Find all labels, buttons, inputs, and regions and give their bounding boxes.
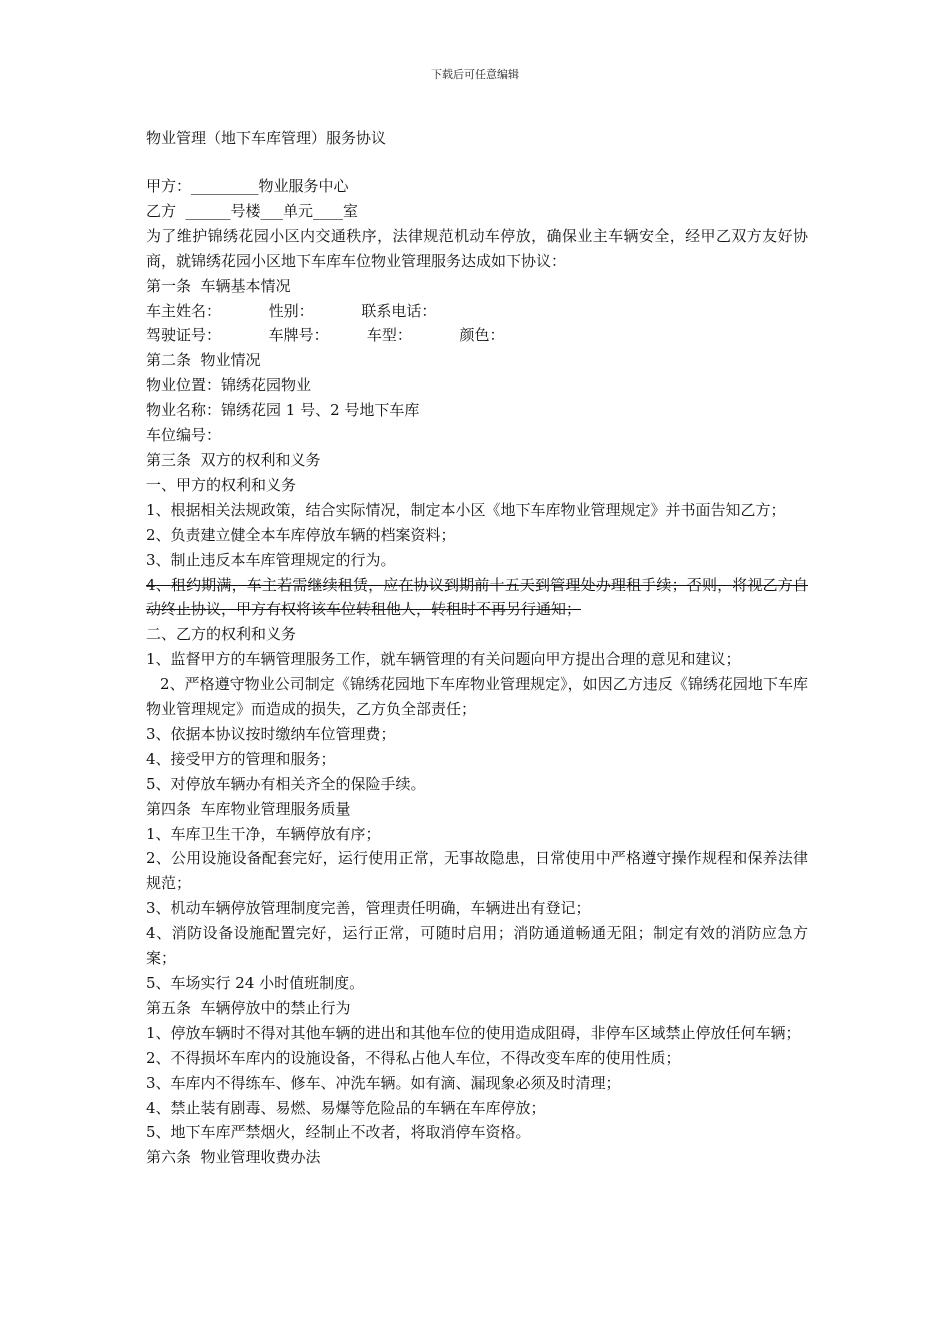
owner-info-line: 车主姓名： 性别： 联系电话： xyxy=(146,301,437,320)
quality-item-4: 4、消防设备设施配置完好，运行正常，可随时启用；消防通道畅通无阻；制定有效的消防应急方案； xyxy=(146,924,808,968)
article-4-heading: 第四条 车库物业管理服务质量 xyxy=(146,799,351,818)
party-a-item-1: 1、根据相关法规政策，结合实际情况，制定本小区《地下车库物业管理规定》并书面告知乙方； xyxy=(146,500,786,519)
party-b-item-3: 3、依据本协议按时缴纳车位管理费； xyxy=(146,724,396,743)
article-5-heading: 第五条 车辆停放中的禁止行为 xyxy=(146,998,351,1017)
party-a-item-3: 3、制止违反本车库管理规定的行为。 xyxy=(146,550,396,569)
preamble-paragraph: 为了维护锦绣花园小区内交通秩序，法律规范机动车停放，确保业主车辆安全，经甲乙双方友好协商，就锦绣花园小区地下车库车位物业管理服务达成如下协议： xyxy=(146,226,808,270)
section-party-b-heading: 二、乙方的权利和义务 xyxy=(146,625,297,644)
party-a-line: 甲方：_________物业服务中心 xyxy=(146,177,349,195)
article-6-heading: 第六条 物业管理收费办法 xyxy=(146,1148,321,1167)
article-3-heading: 第三条 双方的权利和义务 xyxy=(146,450,321,469)
party-b-item-5: 5、对停放车辆办有相关齐全的保险手续。 xyxy=(146,774,426,793)
vehicle-info-line: 驾驶证号： 车牌号： 车型： 颜色： xyxy=(146,326,505,345)
article-2-heading: 第二条 物业情况 xyxy=(146,351,261,370)
prohibition-item-4: 4、禁止装有剧毒、易燃、易爆等危险品的车辆在车库停放； xyxy=(146,1098,546,1117)
prohibition-item-5: 5、地下车库严禁烟火，经制止不改者，将取消停车资格。 xyxy=(146,1123,531,1142)
document-title: 物业管理（地下车库管理）服务协议 xyxy=(146,129,387,147)
article-1-heading: 第一条 车辆基本情况 xyxy=(146,276,291,295)
property-name-line: 物业名称：锦绣花园 1 号、2 号地下车库 xyxy=(146,401,420,420)
document-body xyxy=(146,174,808,1170)
quality-item-2: 2、公用设施设备配套完好，运行使用正常，无事故隐患，日常使用中严格遵守操作规程和保养法律规范； xyxy=(146,849,808,893)
header-note: 下载后可任意编辑 xyxy=(431,68,519,81)
quality-item-3: 3、机动车辆停放管理制度完善，管理责任明确，车辆进出有登记； xyxy=(146,899,591,918)
party-b-line: 乙方 ______号楼___单元____室 xyxy=(146,201,359,220)
quality-item-1: 1、车库卫生干净，车辆停放有序； xyxy=(146,824,381,843)
party-b-item-2: 2、严格遵守物业公司制定《锦绣花园地下车库物业管理规定》，如因乙方违反《锦绣花园地下车库物业管理规定》而造成的损失，乙方负全部责任； xyxy=(146,675,808,719)
parking-number-line: 车位编号： xyxy=(146,426,222,445)
prohibition-item-3: 3、车库内不得练车、修车、冲洗车辆。如有滴、漏现象必须及时清理； xyxy=(146,1073,621,1092)
party-a-item-4-struck: 4、租约期满，车主若需继续租赁，应在协议到期前十五天到管理处办理租手续；否则，将视乙方自动终止协议，甲方有权将该车位转租他人，转租时不再另行通知； xyxy=(146,575,808,619)
party-b-item-1: 1、监督甲方的车辆管理服务工作，就车辆管理的有关问题向甲方提出合理的意见和建议； xyxy=(146,650,741,669)
quality-item-5: 5、车场实行 24 小时值班制度。 xyxy=(146,974,365,992)
property-location-line: 物业位置：锦绣花园物业 xyxy=(146,376,312,395)
party-a-item-2: 2、负责建立健全本车库停放车辆的档案资料； xyxy=(146,525,456,544)
party-b-item-4: 4、接受甲方的管理和服务； xyxy=(146,749,336,768)
section-party-a-heading: 一、甲方的权利和义务 xyxy=(146,475,297,494)
prohibition-item-2: 2、不得损坏车库内的设施设备，不得私占他人车位，不得改变车库的使用性质； xyxy=(146,1048,681,1067)
prohibition-item-1: 1、停放车辆时不得对其他车辆的进出和其他车位的使用造成阻碍，非停车区域禁止停放任何车辆； xyxy=(146,1023,801,1042)
